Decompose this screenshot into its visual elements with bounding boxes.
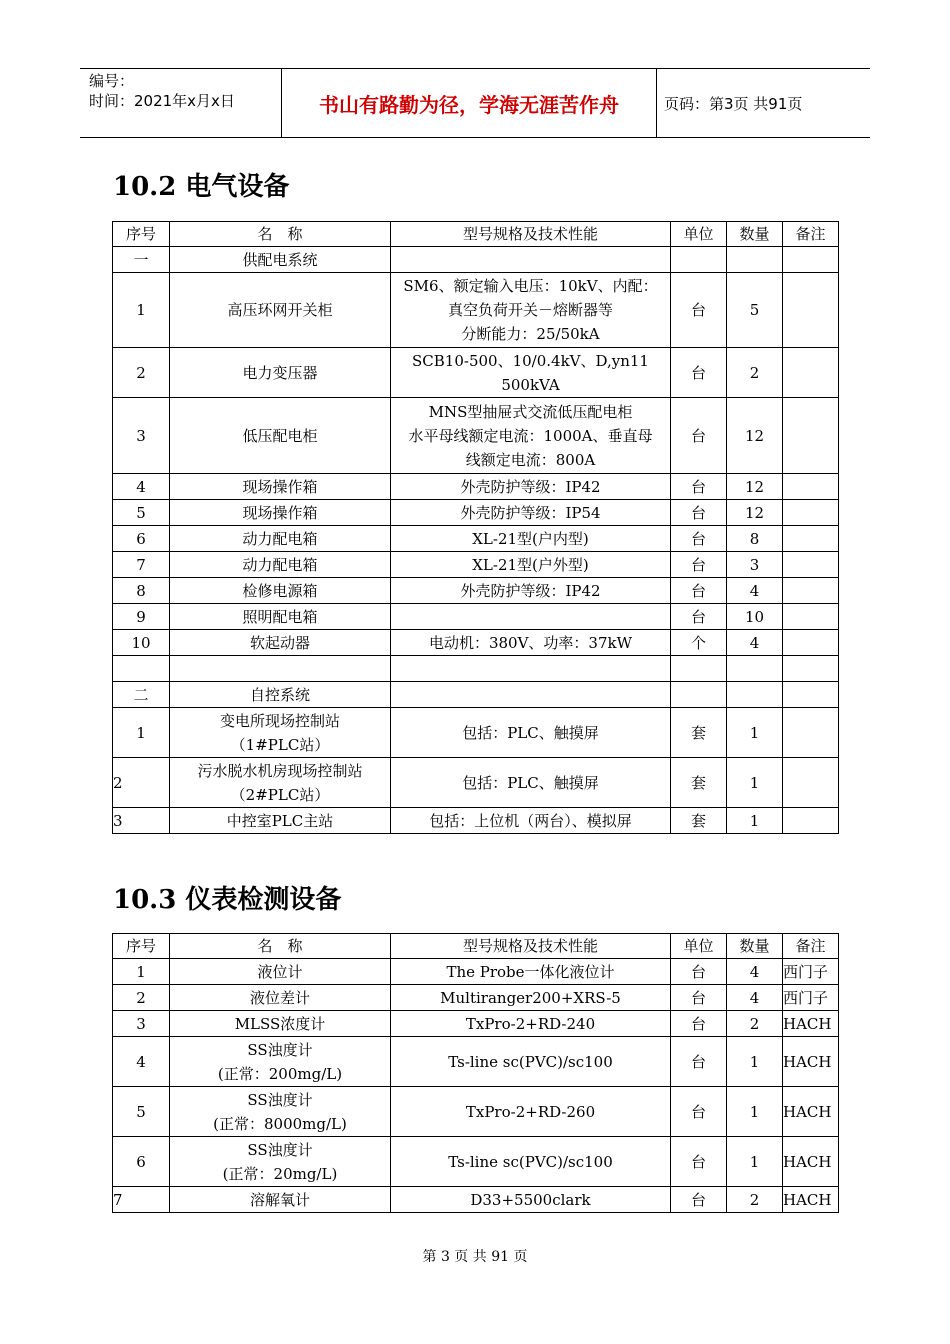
cell-name: 检修电源箱 (170, 578, 391, 604)
cell-unit: 套 (671, 708, 727, 758)
cell-no: 7 (113, 552, 170, 578)
cell-name: 液位计 (170, 959, 391, 985)
cell-no: 4 (113, 1037, 170, 1087)
cell-spec: D33+5500clark (391, 1187, 671, 1213)
column-header-unit: 单位 (671, 222, 727, 247)
cell-unit: 台 (671, 273, 727, 348)
cell-no: 2 (113, 758, 170, 808)
cell-unit: 台 (671, 552, 727, 578)
cell-unit: 台 (671, 578, 727, 604)
cell-note: HACH (783, 1137, 839, 1187)
cell-qty (727, 682, 783, 708)
cell-spec: 外壳防护等级：IP42 (391, 578, 671, 604)
page-footer: 第 3 页 共 91 页 (422, 1249, 528, 1265)
cell-spec: SM6、额定输入电压：10kV、内配： 真空负荷开关－熔断器等 分断能力：25/50kA (391, 273, 671, 348)
cell-qty: 1 (727, 708, 783, 758)
cell-unit: 台 (671, 959, 727, 985)
cell-unit: 个 (671, 630, 727, 656)
cell-no: 1 (113, 273, 170, 348)
cell-no: 1 (113, 959, 170, 985)
cell-unit: 台 (671, 1037, 727, 1087)
cell-no: 一 (113, 247, 170, 273)
table-row (113, 604, 839, 630)
cell-spec: Ts-line sc(PVC)/sc100 (391, 1037, 671, 1087)
cell-no (113, 656, 170, 682)
column-header-qty: 数量 (727, 222, 783, 247)
cell-spec: SCB10-500、10/0.4kV、D,yn11 500kVA (391, 348, 671, 398)
cell-name: 照明配电箱 (170, 604, 391, 630)
cell-spec: 包括：PLC、触摸屏 (391, 758, 671, 808)
cell-unit: 台 (671, 474, 727, 500)
electrical-equipment-table (112, 221, 839, 834)
column-header-name: 名 称 (170, 222, 391, 247)
cell-qty: 10 (727, 604, 783, 630)
cell-qty: 1 (727, 1087, 783, 1137)
cell-unit: 台 (671, 1011, 727, 1037)
cell-unit: 台 (671, 985, 727, 1011)
cell-note (783, 247, 839, 273)
table-row (113, 985, 839, 1011)
column-header-name: 名 称 (170, 934, 391, 959)
cell-unit: 台 (671, 500, 727, 526)
cell-note (783, 708, 839, 758)
cell-name (170, 656, 391, 682)
table-row (113, 1037, 839, 1087)
column-header-spec: 型号规格及技术性能 (391, 934, 671, 959)
cell-note (783, 682, 839, 708)
table-row (113, 1137, 839, 1187)
cell-note: HACH (783, 1037, 839, 1087)
table-row (113, 474, 839, 500)
cell-qty: 1 (727, 758, 783, 808)
table-row (113, 656, 839, 682)
cell-qty (727, 656, 783, 682)
table-row (113, 398, 839, 474)
cell-name: 变电所现场控制站 （1#PLC站） (170, 708, 391, 758)
cell-name: 现场操作箱 (170, 500, 391, 526)
cell-spec (391, 682, 671, 708)
cell-note (783, 578, 839, 604)
cell-note (783, 500, 839, 526)
table-row (113, 808, 839, 834)
page-header (80, 68, 870, 138)
cell-qty: 8 (727, 526, 783, 552)
cell-note: 西门子 (783, 959, 839, 985)
cell-no: 2 (113, 348, 170, 398)
cell-note (783, 604, 839, 630)
column-header-no: 序号 (113, 222, 170, 247)
table-row (113, 1087, 839, 1137)
cell-no: 3 (113, 398, 170, 474)
cell-note (783, 808, 839, 834)
table-row (113, 708, 839, 758)
cell-unit: 台 (671, 348, 727, 398)
cell-spec: TxPro-2+RD-260 (391, 1087, 671, 1137)
header-meta (80, 69, 280, 137)
cell-no: 6 (113, 526, 170, 552)
table-row (113, 348, 839, 398)
cell-no: 7 (113, 1187, 170, 1213)
cell-qty: 1 (727, 808, 783, 834)
cell-spec: XL-21型(户外型) (391, 552, 671, 578)
table-row (113, 758, 839, 808)
cell-spec: 包括：上位机（两台）、模拟屏 (391, 808, 671, 834)
cell-qty: 4 (727, 578, 783, 604)
cell-spec: 包括：PLC、触摸屏 (391, 708, 671, 758)
cell-no: 二 (113, 682, 170, 708)
cell-unit (671, 656, 727, 682)
cell-qty: 5 (727, 273, 783, 348)
number-label: 编号： (89, 72, 135, 90)
cell-no: 10 (113, 630, 170, 656)
cell-no: 3 (113, 1011, 170, 1037)
cell-name: 动力配电箱 (170, 552, 391, 578)
cell-name: 高压环网开关柜 (170, 273, 391, 348)
cell-unit: 台 (671, 1137, 727, 1187)
cell-note: HACH (783, 1087, 839, 1137)
cell-qty: 12 (727, 398, 783, 474)
table-row (113, 526, 839, 552)
column-header-unit: 单位 (671, 934, 727, 959)
cell-note (783, 552, 839, 578)
cell-note: HACH (783, 1011, 839, 1037)
cell-qty: 12 (727, 474, 783, 500)
cell-name: 液位差计 (170, 985, 391, 1011)
cell-unit: 套 (671, 758, 727, 808)
cell-name: 中控室PLC主站 (170, 808, 391, 834)
cell-spec: 电动机：380V、功率：37kW (391, 630, 671, 656)
cell-spec: XL-21型(户内型) (391, 526, 671, 552)
cell-note: 西门子 (783, 985, 839, 1011)
cell-unit: 台 (671, 1187, 727, 1213)
cell-note (783, 656, 839, 682)
cell-note (783, 526, 839, 552)
cell-unit (671, 682, 727, 708)
cell-note (783, 630, 839, 656)
table-row (113, 682, 839, 708)
column-header-qty: 数量 (727, 934, 783, 959)
cell-qty: 4 (727, 959, 783, 985)
section-title-electrical: 10.2 电气设备 (113, 172, 290, 202)
cell-name: 污水脱水机房现场控制站 （2#PLC站） (170, 758, 391, 808)
cell-spec: 外壳防护等级：IP42 (391, 474, 671, 500)
cell-unit (671, 247, 727, 273)
table-row (113, 959, 839, 985)
cell-name: 供配电系统 (170, 247, 391, 273)
cell-name: 低压配电柜 (170, 398, 391, 474)
cell-note (783, 474, 839, 500)
cell-no: 3 (113, 808, 170, 834)
cell-unit: 台 (671, 526, 727, 552)
cell-no: 6 (113, 1137, 170, 1187)
cell-no: 8 (113, 578, 170, 604)
cell-qty: 1 (727, 1137, 783, 1187)
cell-unit: 台 (671, 1087, 727, 1137)
table-row (113, 1187, 839, 1213)
cell-unit: 台 (671, 604, 727, 630)
cell-name: 自控系统 (170, 682, 391, 708)
cell-no: 2 (113, 985, 170, 1011)
cell-name: 软起动器 (170, 630, 391, 656)
cell-name: SS浊度计 (正常：8000mg/L) (170, 1087, 391, 1137)
cell-spec: 外壳防护等级：IP54 (391, 500, 671, 526)
cell-qty: 12 (727, 500, 783, 526)
cell-qty (727, 247, 783, 273)
cell-note (783, 273, 839, 348)
cell-no: 5 (113, 500, 170, 526)
table-row (113, 247, 839, 273)
cell-name: 现场操作箱 (170, 474, 391, 500)
cell-qty: 1 (727, 1037, 783, 1087)
cell-note (783, 758, 839, 808)
instrument-equipment-table (112, 933, 839, 1213)
cell-qty: 4 (727, 630, 783, 656)
column-header-note: 备注 (783, 222, 839, 247)
table-row (113, 500, 839, 526)
cell-name: 动力配电箱 (170, 526, 391, 552)
cell-unit: 套 (671, 808, 727, 834)
cell-note (783, 398, 839, 474)
cell-unit: 台 (671, 398, 727, 474)
cell-name: SS浊度计 (正常：20mg/L) (170, 1137, 391, 1187)
cell-name: 电力变压器 (170, 348, 391, 398)
cell-spec: Multiranger200+XRS-5 (391, 985, 671, 1011)
cell-no: 5 (113, 1087, 170, 1137)
column-header-spec: 型号规格及技术性能 (391, 222, 671, 247)
cell-qty: 2 (727, 1011, 783, 1037)
cell-qty: 3 (727, 552, 783, 578)
time-label: 时间：2021年x月x日 (89, 92, 235, 110)
table-row (113, 552, 839, 578)
cell-no: 4 (113, 474, 170, 500)
column-header-note: 备注 (783, 934, 839, 959)
cell-qty: 2 (727, 1187, 783, 1213)
cell-note (783, 348, 839, 398)
column-header-no: 序号 (113, 934, 170, 959)
table-row (113, 630, 839, 656)
table-row (113, 273, 839, 348)
cell-spec: Ts-line sc(PVC)/sc100 (391, 1137, 671, 1187)
cell-name: MLSS浓度计 (170, 1011, 391, 1037)
table-header-row (113, 222, 839, 247)
cell-name: SS浊度计 (正常：200mg/L) (170, 1037, 391, 1087)
cell-spec: MNS型抽屉式交流低压配电柜 水平母线额定电流：1000A、垂直母 线额定电流：800A (391, 398, 671, 474)
cell-spec (391, 247, 671, 273)
cell-qty: 2 (727, 348, 783, 398)
table-row (113, 1011, 839, 1037)
cell-spec (391, 656, 671, 682)
table-header-row (113, 934, 839, 959)
cell-spec: TxPro-2+RD-240 (391, 1011, 671, 1037)
table-row (113, 578, 839, 604)
cell-name: 溶解氧计 (170, 1187, 391, 1213)
cell-no: 1 (113, 708, 170, 758)
cell-no: 9 (113, 604, 170, 630)
cell-spec: The Probe一体化液位计 (391, 959, 671, 985)
section-title-instruments: 10.3 仪表检测设备 (113, 885, 342, 915)
cell-qty: 4 (727, 985, 783, 1011)
header-motto: 书山有路勤为径，学海无涯苦作舟 (281, 69, 657, 137)
cell-spec (391, 604, 671, 630)
cell-note: HACH (783, 1187, 839, 1213)
header-page-label: 页码：第3页 共91页 (664, 94, 803, 113)
